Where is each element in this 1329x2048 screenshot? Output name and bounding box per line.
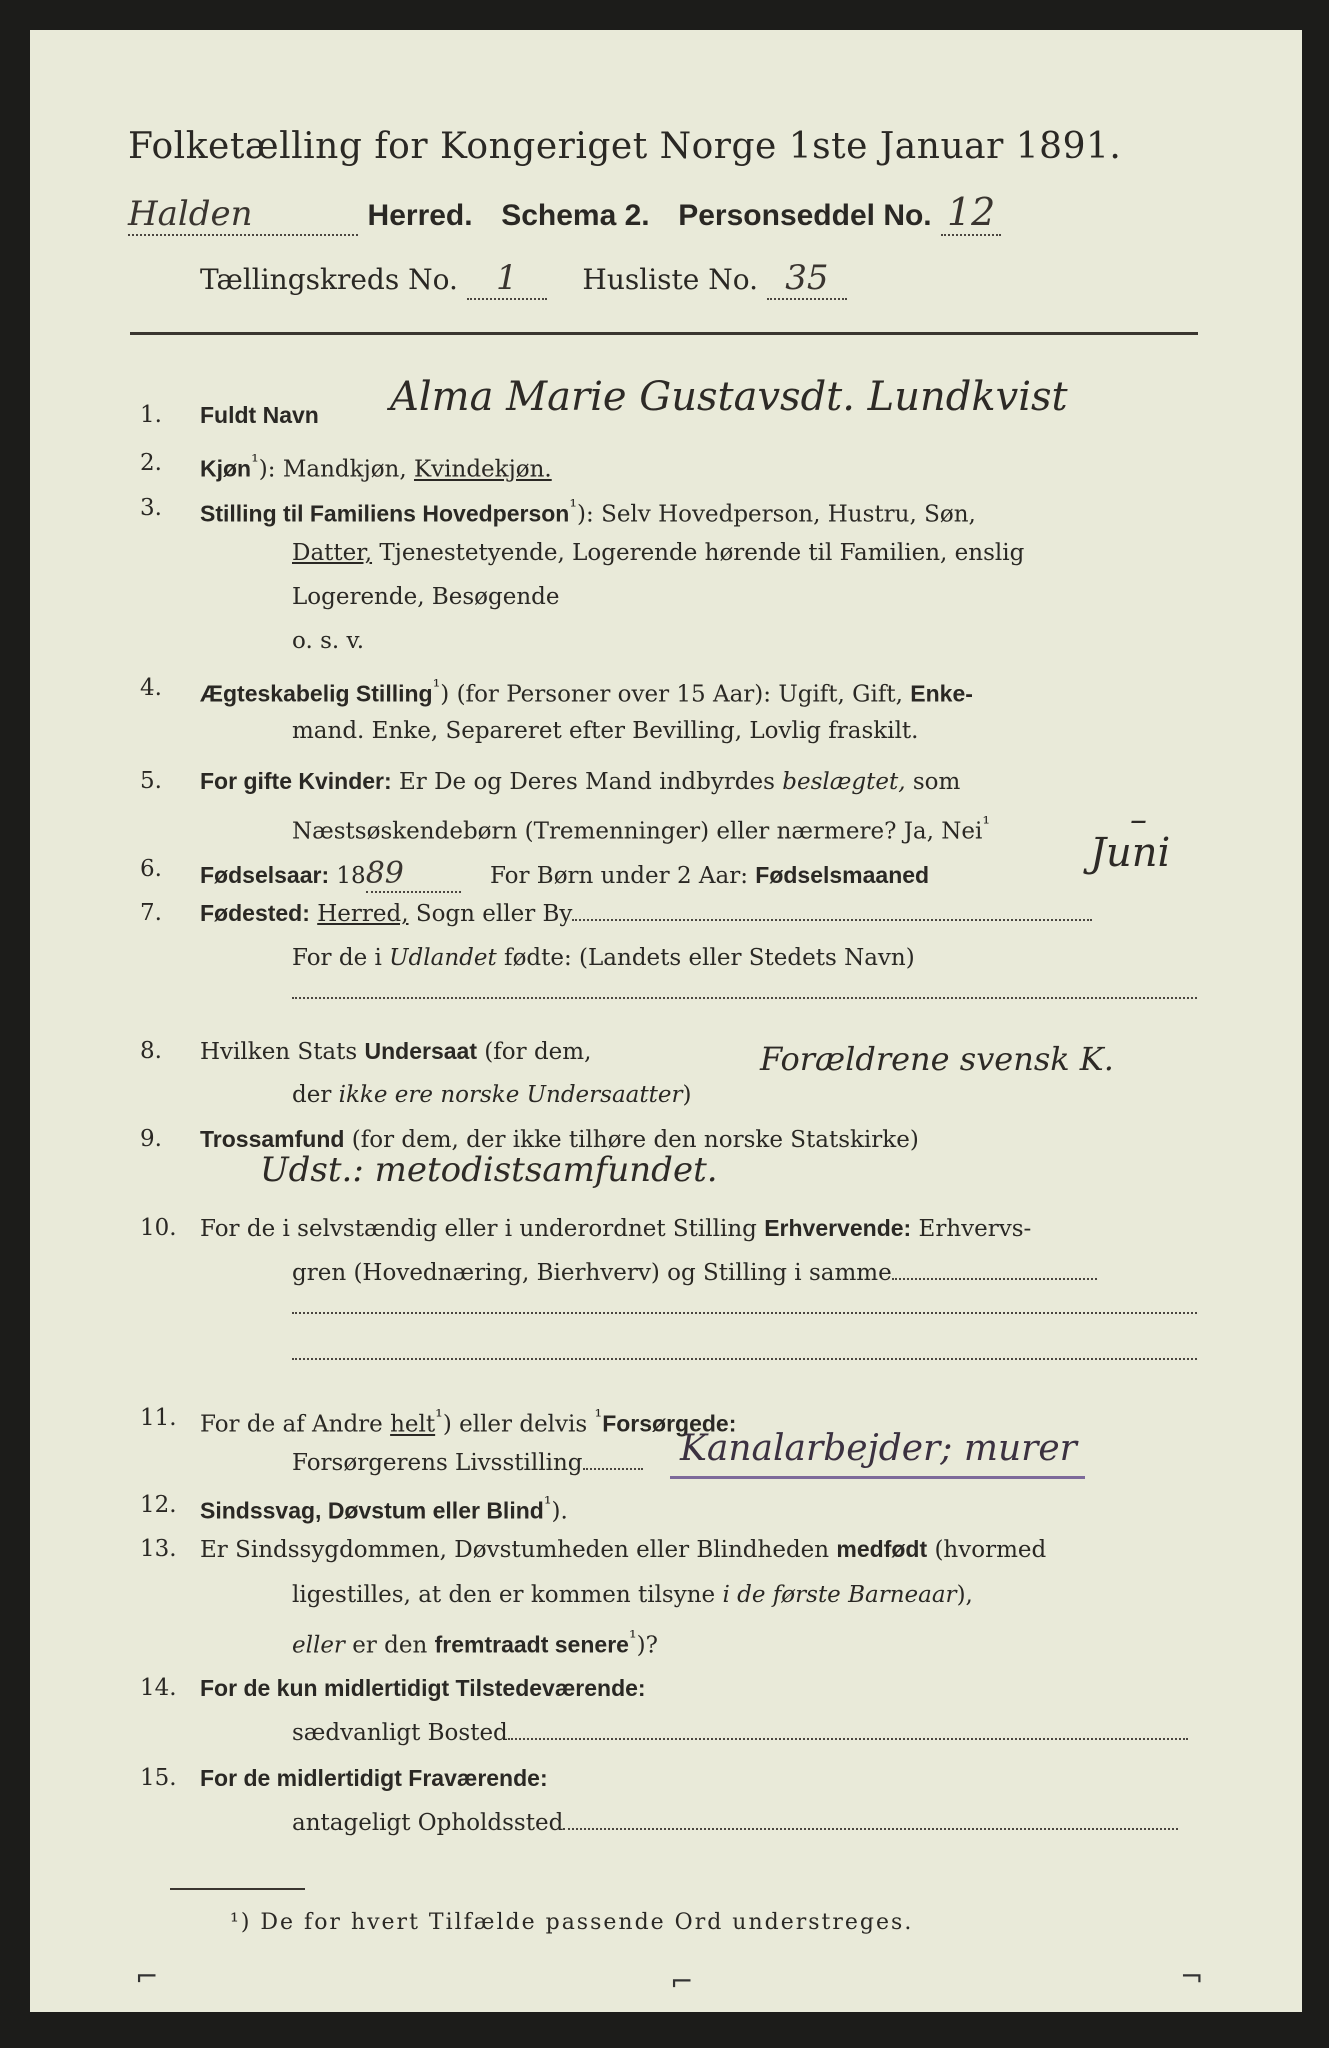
field-9-text: (for dem, der ikke tilhøre den norske Statskirke) (344, 1127, 919, 1153)
field-4-label: Ægteskabelig Stilling (200, 680, 433, 707)
field-12: Sindssvag, Døvstum eller Blind$^{^1}$). (200, 1492, 568, 1525)
field-13-label-2: fremtraadt senere (434, 1631, 629, 1658)
field-7-italic: Udlandet (389, 945, 497, 971)
field-5-italic: beslægtet, (782, 769, 906, 795)
field-13-text-3b: er den (344, 1632, 435, 1659)
field-13-line-3 (292, 1626, 658, 1659)
field-4-bold: Enke- (910, 680, 973, 707)
field-9-label: Trossamfund (200, 1126, 345, 1152)
field-6-text: For Børn under 2 Aar: (489, 863, 756, 889)
field-4-text: ) (for Personer over 15 Aar): Ugift, Gift, (440, 681, 911, 708)
husliste-label: Husliste No. (582, 263, 759, 296)
field-7-text: Sogn eller By (408, 901, 573, 927)
field-2-number: 2. (140, 450, 162, 476)
footnote-mark: ¹ (432, 675, 441, 698)
full-name-value: Alma Marie Gustavsdt. Lundkvist (390, 374, 1068, 420)
field-6-number: 6. (140, 856, 162, 882)
provider-occupation-label: Forsørgerens Livsstilling (292, 1450, 583, 1476)
field-15-blank (563, 1828, 1178, 1830)
field-10-text-2: gren (Hovednæring, Bierhverv) og Stilling i samme (292, 1260, 892, 1286)
field-3-line-3: Logerende, Besøgende (292, 584, 560, 610)
field-11-label: Forsørgede: (602, 1410, 737, 1437)
corner-mark-right: ¬ (1180, 1960, 1204, 1993)
field-3-line-4: o. s. v. (292, 628, 365, 654)
field-8-text-b: (for dem, (477, 1039, 592, 1065)
religion-value: Udst.: metodistsamfundet. (260, 1150, 718, 1190)
field-14-text: sædvanligt Bosted (292, 1720, 508, 1746)
field-15-line-1 (200, 1765, 548, 1792)
field-13-line-1 (200, 1536, 1046, 1563)
birth-year-value: 89 (366, 856, 461, 893)
personseddel-number: 12 (941, 190, 1001, 236)
footnote-mark: ¹ (251, 450, 259, 473)
field-7-text-2a: For de i (292, 945, 390, 971)
field-8-label: Undersaat (364, 1038, 477, 1064)
personseddel-label: Personseddel No. (678, 199, 932, 232)
field-15-label: For de midlertidigt Fraværende: (200, 1765, 548, 1791)
field-15-line-2 (292, 1810, 1178, 1836)
corner-mark-left: ⌐ (135, 1960, 159, 1993)
field-10-blank-2 (292, 1302, 1197, 1314)
birth-month-label: Fødselsmaaned (755, 862, 930, 888)
field-6 (200, 856, 929, 893)
field-4-number: 4. (140, 675, 162, 701)
footnote: ¹) De for hvert Tilfælde passende Ord understreges. (230, 1910, 914, 1935)
husliste-number: 35 (767, 258, 847, 300)
field-5-text-b: som (905, 769, 961, 795)
kreds-number: 1 (467, 258, 547, 300)
center-mark: ⌐ (670, 1965, 694, 1998)
field-2-options: ): Mandkjøn, (258, 456, 414, 483)
footnote-mark: ¹ (594, 1405, 603, 1428)
field-7-number: 7. (140, 900, 162, 926)
field-12-label: Sindssvag, Døvstum eller Blind (200, 1497, 544, 1524)
field-13-number: 13. (140, 1536, 177, 1562)
field-13-text-3c: )? (636, 1632, 658, 1659)
field-7-selected: Herred, (317, 901, 409, 927)
field-3-text-2: Tjenestetyende, Logerende hørende til Familien, enslig (372, 540, 1025, 566)
field-1-number: 1. (140, 402, 162, 428)
field-13-text-2b: ), (956, 1582, 973, 1608)
field-15-number: 15. (140, 1765, 177, 1791)
field-5-number: 5. (140, 768, 162, 794)
footnote-mark: ¹ (569, 495, 578, 518)
field-8-text-2a: der (292, 1082, 339, 1108)
field-14-blank (508, 1738, 1188, 1740)
field-3-label: Stilling til Familiens Hovedperson (200, 500, 570, 527)
herred-label: Herred. (367, 199, 473, 232)
field-5-line-1 (200, 768, 960, 795)
field-12-number: 12. (140, 1492, 177, 1518)
field-13-label: medfødt (836, 1536, 928, 1562)
field-7-line-1 (200, 900, 1092, 927)
field-10-blank-3 (292, 1348, 1197, 1360)
field-13-text-2a: ligestilles, at den er kommen tilsyne (292, 1582, 723, 1608)
kreds-row (200, 258, 847, 300)
field-13-italic: i de første Barneaar (722, 1582, 957, 1608)
field-5-dash: – (1130, 800, 1147, 840)
footnote-mark: ¹ (435, 1405, 443, 1428)
field-7-text-2b: fødte: (Landets eller Stedets Navn) (496, 945, 915, 971)
herred-handwritten: Halden (128, 194, 358, 236)
schema-label: Schema 2. (501, 199, 650, 232)
field-7-line-2 (292, 945, 915, 971)
field-14-number: 14. (140, 1675, 177, 1701)
field-3-line-1 (200, 495, 976, 528)
field-10-label: Erhvervende: (764, 1215, 912, 1241)
field-8-line-1 (200, 1038, 591, 1065)
field-10-text-b: Erhvervs- (911, 1216, 1032, 1242)
field-1-label: Fuldt Navn (200, 402, 319, 428)
purple-underline (670, 1476, 1085, 1479)
footnote-mark: ¹ (628, 1626, 637, 1649)
field-10-blank (892, 1278, 1097, 1280)
birth-month-value: Juni (1090, 830, 1171, 876)
field-3-text: ): Selv Hovedperson, Hustru, Søn, (577, 501, 976, 528)
field-10-text: For de i selvstændig eller i underordnet Stilling (200, 1216, 765, 1242)
field-13-eller: eller (292, 1632, 345, 1659)
provider-occupation-value: Kanalarbejder; murer (680, 1428, 1077, 1469)
field-4-line-1 (200, 675, 973, 708)
field-9 (200, 1126, 919, 1153)
nationality-value: Forældrene svensk K. (760, 1040, 1114, 1078)
field-10-number: 10. (140, 1215, 177, 1241)
field-11-text-b: ) eller delvis (442, 1411, 595, 1438)
field-8-number: 8. (140, 1038, 162, 1064)
field-11-line-1 (200, 1405, 736, 1438)
field-14-label: For de kun midlertidigt Tilstedeværende: (200, 1675, 646, 1701)
field-13-line-2 (292, 1582, 973, 1608)
field-11-text: For de af Andre (200, 1411, 391, 1438)
field-11-blank (583, 1468, 643, 1470)
field-8-text: Hvilken Stats (200, 1039, 365, 1065)
field-7-blank-2 (292, 985, 1197, 999)
field-1 (200, 402, 319, 429)
field-10-line-1 (200, 1215, 1031, 1242)
footnote-mark: ¹ (982, 812, 991, 835)
field-7-label: Fødested: (200, 900, 310, 926)
field-3-number: 3. (140, 495, 162, 521)
field-8-line-2 (292, 1082, 691, 1108)
field-8-text-2b: ) (682, 1082, 692, 1108)
field-14-line-2 (292, 1720, 1188, 1746)
field-2-selected: Kvindekjøn. (413, 456, 552, 483)
field-10-line-2 (292, 1260, 1097, 1286)
field-9-number: 9. (140, 1126, 162, 1152)
kreds-label: Tællingskreds No. (200, 263, 458, 296)
field-5-question: Næstsøskendebørn (Tremenninger) eller nærmere? Ja, Nei (292, 818, 983, 845)
field-3-selected: Datter, (292, 540, 373, 566)
census-form-page (30, 30, 1302, 2012)
field-11-number: 11. (140, 1405, 177, 1431)
header-divider (130, 332, 1198, 335)
field-15-text: antageligt Opholdssted (292, 1810, 564, 1836)
field-13-text-b: (hvormed (927, 1537, 1047, 1563)
herred-row (128, 190, 1001, 236)
field-5-line-2 (292, 812, 990, 845)
field-3-line-2 (292, 540, 1024, 566)
field-4-line-2: mand. Enke, Separeret efter Bevilling, Lovlig fraskilt. (292, 718, 919, 744)
footnote-mark: ¹ (543, 1492, 552, 1515)
form-title: Folketælling for Kongeriget Norge 1ste Januar 1891. (128, 126, 1122, 167)
field-5-label: For gifte Kvinder: (200, 768, 392, 794)
field-5-text: Er De og Deres Mand indbyrdes (391, 769, 783, 795)
field-11-selected: helt (390, 1411, 436, 1438)
field-6-label: Fødselsaar: (200, 862, 330, 888)
birth-year-prefix: 18 (336, 863, 366, 889)
field-8-italic: ikke ere norske Undersaatter (338, 1082, 683, 1108)
field-2 (200, 450, 552, 483)
field-11-line-2 (292, 1450, 643, 1476)
field-13-text: Er Sindssygdommen, Døvstumheden eller Blindheden (200, 1537, 837, 1563)
footnote-rule (170, 1888, 305, 1890)
field-7-blank (572, 919, 1092, 921)
field-14-line-1 (200, 1675, 646, 1702)
field-2-label: Kjøn (200, 455, 252, 482)
